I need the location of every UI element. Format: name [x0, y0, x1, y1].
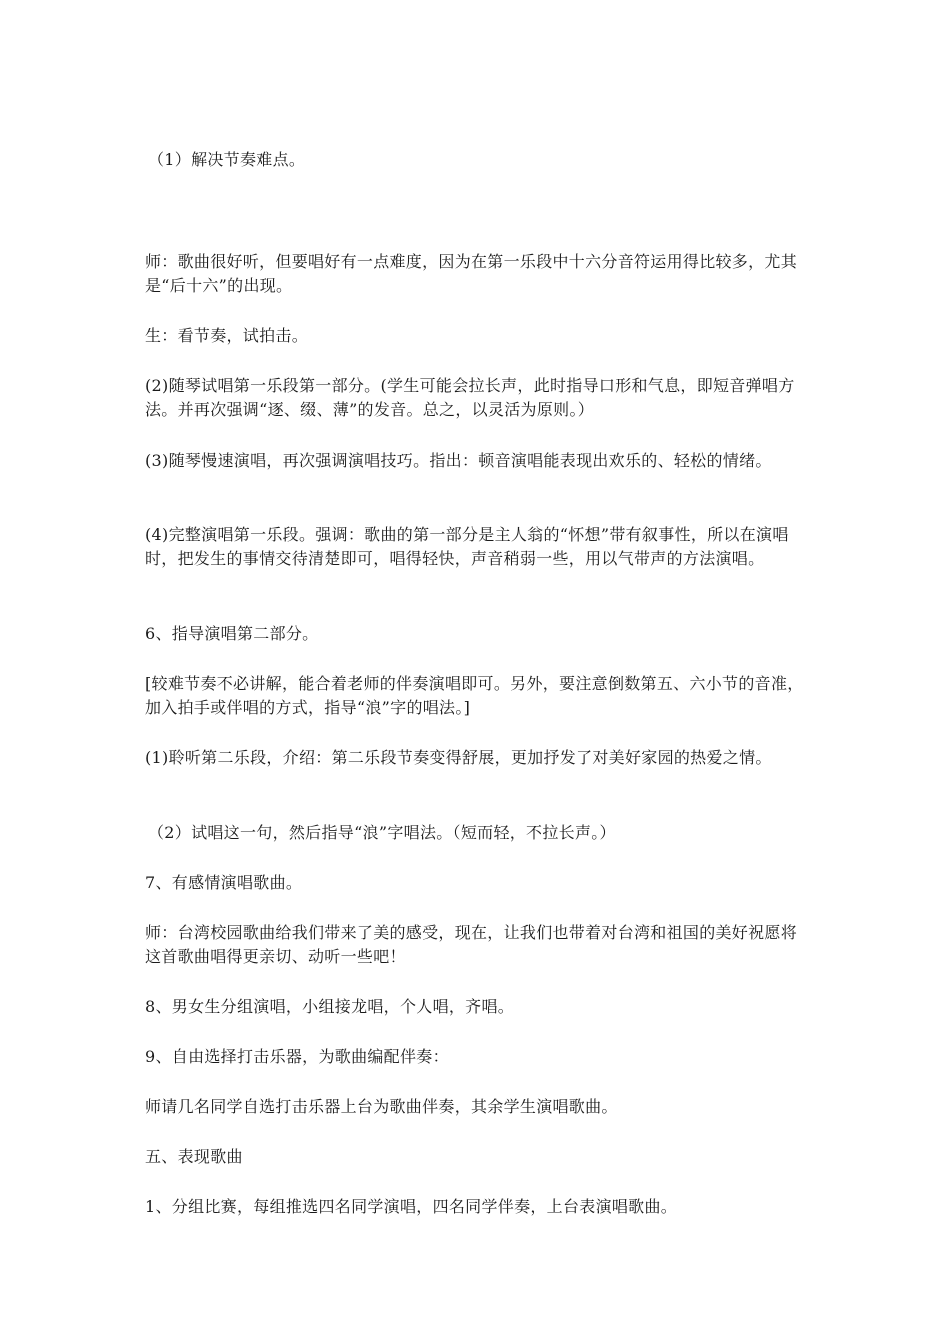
paragraph-17: 1、分组比赛，每组推选四名同学演唱，四名同学伴奏，上台表演唱歌曲。 — [145, 1197, 678, 1216]
paragraph-6: (4)完整演唱第一乐段。强调：歌曲的第一部分是主人翁的“怀想”带有叙事性，所以在演唱时，把发生的事情交待清楚即可，唱得轻快，声音稍弱一些，用以气带声的方法演唱。 — [145, 525, 789, 568]
paragraph-11: 7、有感情演唱歌曲。 — [145, 873, 303, 892]
paragraph-2: 师：歌曲很好听，但要唱好有一点难度，因为在第一乐段中十六分音符运用得比较多，尤其是“后十六”的出现。 — [145, 252, 798, 295]
paragraph-14: 9、自由选择打击乐器，为歌曲编配伴奏： — [145, 1047, 449, 1066]
paragraph-4: (2)随琴试唱第一乐段第一部分。(学生可能会拉长声，此时指导口形和气息，即短音弹唱方法。并再次强调“逐、缀、薄”的发音。总之，以灵活为原则。） — [145, 376, 795, 419]
paragraph-3: 生：看节奏，试拍击。 — [145, 326, 309, 345]
paragraph-1: （1）解决节奏难点。 — [148, 150, 306, 169]
paragraph-8: [较难节奏不必讲解，能合着老师的伴奏演唱即可。另外，要注意倒数第五、六小节的音准，加入拍手或伴唱的方式，指导“浪”字的唱法。] — [145, 674, 804, 717]
paragraph-13: 8、男女生分组演唱，小组接龙唱，个人唱，齐唱。 — [145, 997, 515, 1016]
paragraph-16: 五、表现歌曲 — [145, 1147, 243, 1166]
paragraph-5: (3)随琴慢速演唱，再次强调演唱技巧。指出：顿音演唱能表现出欢乐的、轻松的情绪。 — [145, 451, 772, 470]
paragraph-9: (1)聆听第二乐段，介绍：第二乐段节奏变得舒展，更加抒发了对美好家园的热爱之情。 — [145, 748, 772, 767]
paragraph-7: 6、指导演唱第二部分。 — [145, 624, 319, 643]
paragraph-10: （2）试唱这一句，然后指导“浪”字唱法。（短而轻，不拉长声。） — [148, 823, 616, 842]
paragraph-12: 师：台湾校园歌曲给我们带来了美的感受，现在，让我们也带着对台湾和祖国的美好祝愿将这首歌曲唱得更亲切、动听一些吧！ — [145, 923, 798, 966]
paragraph-15: 师请几名同学自选打击乐器上台为歌曲伴奏，其余学生演唱歌曲。 — [145, 1097, 618, 1116]
